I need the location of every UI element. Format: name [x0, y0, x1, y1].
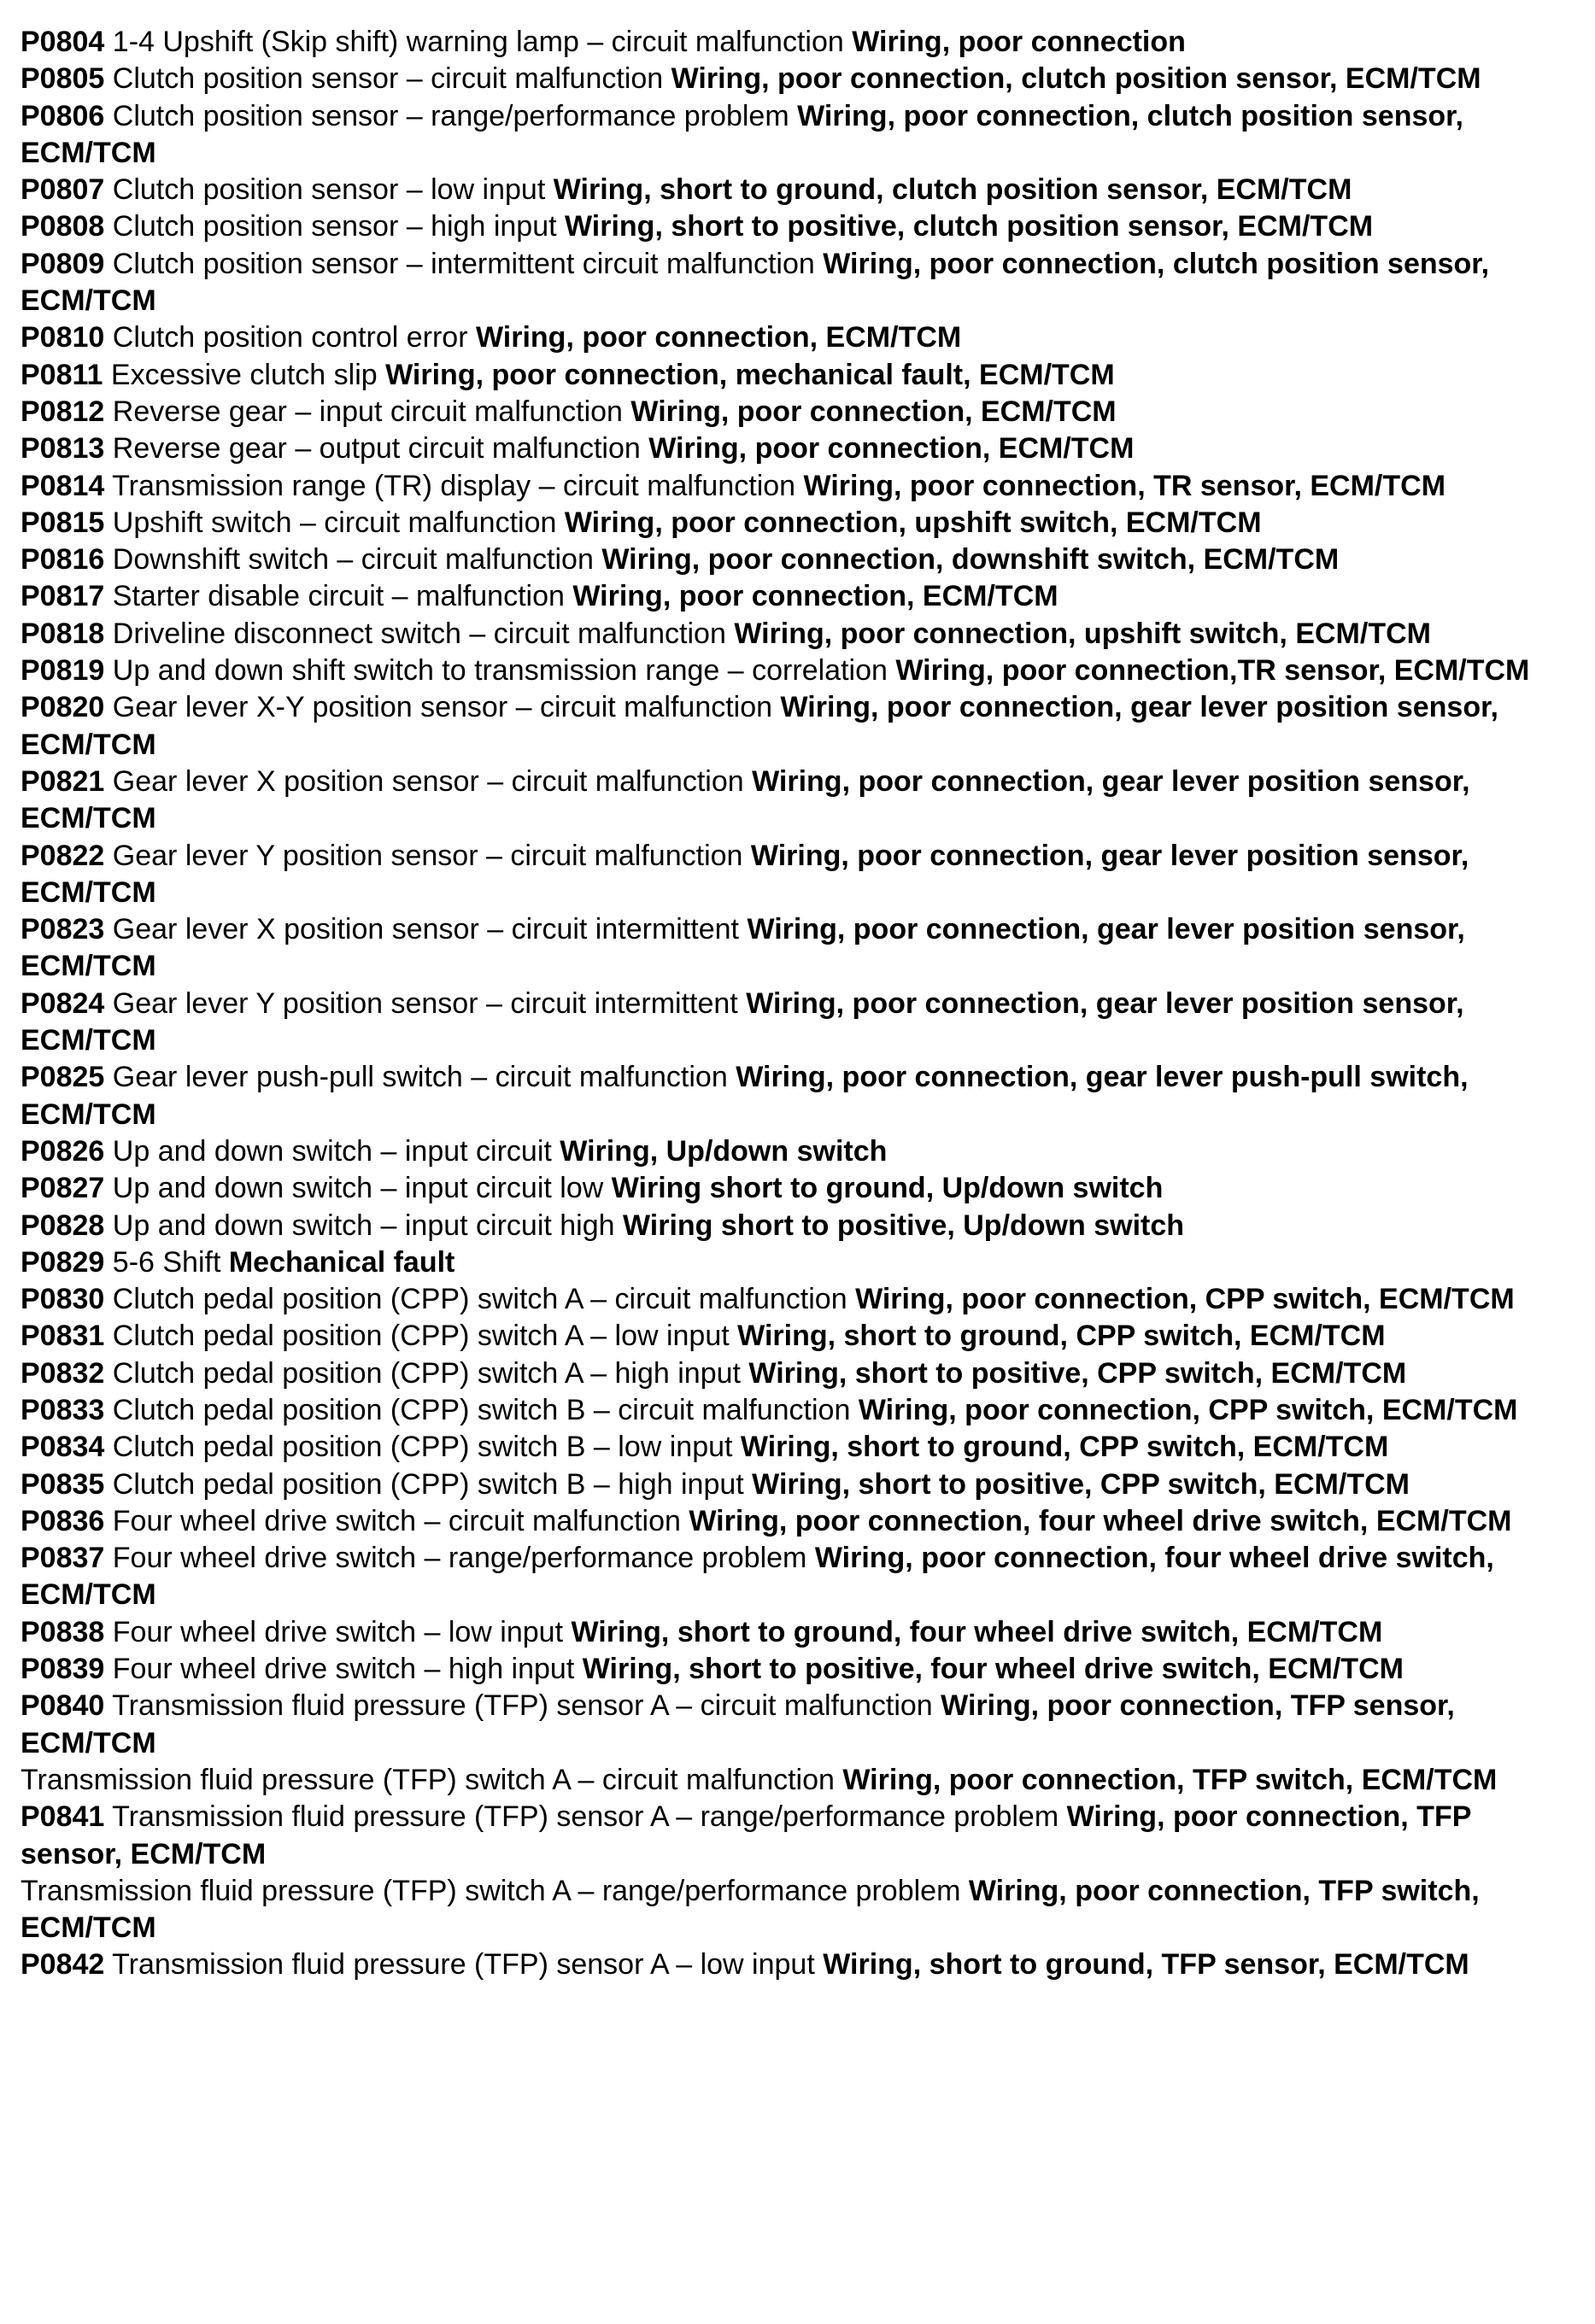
dtc-entry — [21, 911, 1571, 986]
dtc-code: P0827 — [21, 1172, 105, 1205]
dtc-code: P0828 — [21, 1209, 105, 1242]
dtc-description: Clutch pedal position (CPP) switch B – high input — [112, 1467, 744, 1501]
dtc-code: P0806 — [21, 99, 105, 132]
dtc-code: P0819 — [21, 654, 105, 688]
dtc-entry — [21, 1946, 1571, 1983]
dtc-description: 5-6 Shift — [112, 1245, 221, 1279]
dtc-entry — [21, 1688, 1571, 1762]
dtc-description: Clutch pedal position (CPP) switch B – circuit malfunction — [112, 1393, 851, 1426]
dtc-code: P0804 — [21, 26, 105, 58]
dtc-probable-cause: Wiring, poor connection, mechanical fault, ECM/TCM — [385, 358, 1115, 391]
dtc-probable-cause: Wiring, poor connection, downshift switch, ECM/TCM — [601, 543, 1340, 577]
dtc-description: Four wheel drive switch – circuit malfunction — [112, 1504, 681, 1537]
dtc-code: P0824 — [21, 986, 105, 1020]
dtc-probable-cause: Wiring, poor connection, clutch position sensor, ECM/TCM — [21, 247, 1490, 318]
dtc-code: P0818 — [21, 617, 105, 650]
dtc-code: P0821 — [21, 764, 105, 798]
dtc-entry — [21, 172, 1571, 208]
dtc-code: P0831 — [21, 1320, 105, 1353]
dtc-entry — [21, 1429, 1571, 1466]
dtc-probable-cause: Wiring, short to ground, CPP switch, ECM/TCM — [737, 1320, 1386, 1353]
dtc-probable-cause: Wiring, poor connection, CPP switch, ECM/TCM — [858, 1393, 1518, 1426]
dtc-document — [21, 24, 1571, 1984]
dtc-entry — [21, 1244, 1571, 1281]
dtc-probable-cause: Wiring, short to positive, clutch position sensor, ECM/TCM — [565, 210, 1374, 243]
dtc-entry — [21, 986, 1571, 1060]
dtc-description: Reverse gear – input circuit malfunction — [112, 395, 623, 428]
dtc-code: P0813 — [21, 432, 105, 465]
dtc-probable-cause: Wiring, poor connection, ECM/TCM — [475, 321, 962, 354]
dtc-code: P0805 — [21, 62, 105, 96]
dtc-description: Up and down switch – input circuit low — [112, 1172, 604, 1205]
dtc-entry — [21, 1873, 1571, 1947]
dtc-probable-cause: Wiring, poor connection, TFP sensor, ECM/TCM — [21, 1800, 1471, 1870]
dtc-code: P0833 — [21, 1393, 105, 1426]
dtc-entry — [21, 1170, 1571, 1207]
dtc-probable-cause: Wiring, poor connection, TR sensor, ECM/TCM — [803, 469, 1446, 502]
dtc-entry — [21, 246, 1571, 320]
dtc-entry — [21, 541, 1571, 578]
dtc-description: Driveline disconnect switch – circuit malfunction — [112, 617, 726, 650]
dtc-code: P0808 — [21, 210, 105, 243]
dtc-description: Gear lever Y position sensor – circuit intermittent — [112, 986, 738, 1020]
dtc-entry — [21, 1466, 1571, 1503]
dtc-description: Transmission fluid pressure (TFP) sensor A – circuit malfunction — [112, 1689, 933, 1723]
dtc-description: Clutch pedal position (CPP) switch B – low input — [112, 1431, 733, 1464]
dtc-entry — [21, 1651, 1571, 1688]
dtc-probable-cause: Wiring, poor connection, four wheel drive switch, ECM/TCM — [689, 1504, 1512, 1537]
dtc-entry — [21, 1133, 1571, 1170]
dtc-description: Transmission fluid pressure (TFP) switch A – circuit malfunction — [21, 1763, 835, 1796]
dtc-code: P0837 — [21, 1542, 105, 1575]
dtc-probable-cause: Wiring, poor connection, gear lever position sensor, ECM/TCM — [21, 764, 1470, 835]
dtc-description: Excessive clutch slip — [110, 358, 378, 391]
dtc-entry — [21, 468, 1571, 505]
dtc-probable-cause: Wiring, short to positive, CPP switch, ECM/TCM — [748, 1356, 1407, 1390]
dtc-entry — [21, 1059, 1571, 1133]
dtc-entry — [21, 1208, 1571, 1244]
dtc-probable-cause: Wiring, Up/down switch — [560, 1134, 888, 1168]
dtc-entry — [21, 1762, 1571, 1799]
dtc-description: Up and down switch – input circuit — [112, 1134, 552, 1168]
dtc-probable-cause: Wiring, poor connection, gear lever push-pull switch, ECM/TCM — [21, 1061, 1469, 1131]
dtc-probable-cause: Wiring, poor connection,TR sensor, ECM/TCM — [895, 654, 1530, 688]
dtc-probable-cause: Wiring, poor connection, ECM/TCM — [630, 395, 1117, 428]
dtc-entry — [21, 430, 1571, 467]
dtc-code: P0830 — [21, 1283, 105, 1316]
dtc-description: Transmission fluid pressure (TFP) sensor A – low input — [112, 1948, 815, 1982]
dtc-description: Four wheel drive switch – high input — [112, 1653, 575, 1686]
dtc-entry — [21, 394, 1571, 430]
dtc-probable-cause: Wiring, poor connection, TFP switch, ECM/TCM — [842, 1763, 1498, 1796]
dtc-probable-cause: Wiring, poor connection, TFP sensor, ECM/TCM — [21, 1689, 1455, 1759]
dtc-code: P0812 — [21, 395, 105, 428]
dtc-code: P0835 — [21, 1467, 105, 1501]
dtc-code: P0823 — [21, 913, 105, 946]
dtc-code: P0810 — [21, 321, 105, 354]
dtc-description: Clutch pedal position (CPP) switch A – low input — [112, 1320, 730, 1353]
dtc-description: Reverse gear – output circuit malfunction — [112, 432, 641, 465]
dtc-description: Gear lever push-pull switch – circuit malfunction — [112, 1061, 728, 1094]
dtc-probable-cause: Wiring, short to ground, four wheel drive switch, ECM/TCM — [571, 1615, 1383, 1648]
dtc-code: P0811 — [21, 358, 103, 391]
dtc-code: P0807 — [21, 173, 105, 207]
dtc-code: P0834 — [21, 1431, 105, 1464]
dtc-description: Clutch position sensor – intermittent circuit malfunction — [112, 247, 815, 280]
dtc-description: Gear lever X position sensor – circuit intermittent — [112, 913, 739, 946]
dtc-entry — [21, 1355, 1571, 1392]
dtc-probable-cause: Wiring, short to ground, clutch position sensor, ECM/TCM — [553, 173, 1352, 207]
dtc-code: P0815 — [21, 506, 105, 539]
dtc-code: P0817 — [21, 580, 105, 613]
dtc-description: Transmission fluid pressure (TFP) sensor A – range/performance problem — [112, 1800, 1059, 1834]
dtc-entry — [21, 689, 1571, 764]
dtc-description: Transmission range (TR) display – circuit malfunction — [112, 469, 796, 502]
dtc-probable-cause: Mechanical fault — [228, 1245, 455, 1279]
dtc-entry — [21, 1503, 1571, 1540]
dtc-probable-cause: Wiring, poor connection, clutch position sensor, ECM/TCM — [671, 62, 1481, 96]
dtc-probable-cause: Wiring, short to ground, TFP sensor, ECM/TCM — [823, 1948, 1469, 1982]
dtc-description: Clutch pedal position (CPP) switch A – circuit malfunction — [112, 1283, 847, 1316]
dtc-description: Downshift switch – circuit malfunction — [112, 543, 594, 577]
dtc-code: P0814 — [21, 469, 105, 502]
dtc-description: Clutch position sensor – low input — [112, 173, 546, 207]
dtc-description: Four wheel drive switch – range/performance problem — [112, 1542, 807, 1575]
dtc-probable-cause: Wiring, poor connection, gear lever position sensor, ECM/TCM — [21, 839, 1469, 909]
dtc-probable-cause: Wiring, poor connection — [852, 26, 1186, 58]
dtc-description: Transmission fluid pressure (TFP) switch A – range/performance problem — [21, 1874, 961, 1907]
dtc-probable-cause: Wiring short to ground, Up/down switch — [611, 1172, 1164, 1205]
dtc-description: Gear lever X-Y position sensor – circuit malfunction — [112, 691, 773, 724]
dtc-probable-cause: Wiring, short to positive, CPP switch, ECM/TCM — [752, 1467, 1410, 1501]
dtc-code: P0809 — [21, 247, 105, 280]
dtc-probable-cause: Wiring, poor connection, CPP switch, ECM/TCM — [855, 1283, 1515, 1316]
dtc-code: P0838 — [21, 1615, 105, 1648]
dtc-code: P0826 — [21, 1134, 105, 1168]
dtc-entry — [21, 357, 1571, 394]
dtc-code: P0816 — [21, 543, 105, 577]
dtc-code: P0820 — [21, 691, 105, 724]
dtc-probable-cause: Wiring short to positive, Up/down switch — [623, 1209, 1185, 1242]
dtc-probable-cause: Wiring, short to positive, four wheel drive switch, ECM/TCM — [582, 1653, 1404, 1686]
dtc-code: P0839 — [21, 1653, 105, 1686]
dtc-description: Upshift switch – circuit malfunction — [112, 506, 557, 539]
dtc-code: P0840 — [21, 1689, 105, 1723]
dtc-code: P0836 — [21, 1504, 105, 1537]
dtc-entry — [21, 1318, 1571, 1355]
dtc-probable-cause: Wiring, poor connection, gear lever position sensor, ECM/TCM — [21, 691, 1498, 761]
dtc-description: Clutch position sensor – range/performance problem — [112, 99, 789, 132]
dtc-entry — [21, 98, 1571, 173]
dtc-entry — [21, 764, 1571, 838]
dtc-entry — [21, 616, 1571, 653]
dtc-probable-cause: Wiring, poor connection, ECM/TCM — [572, 580, 1058, 613]
dtc-probable-cause: Wiring, poor connection, four wheel drive switch, ECM/TCM — [21, 1542, 1494, 1612]
dtc-description: Up and down switch – input circuit high — [112, 1209, 615, 1242]
dtc-probable-cause: Wiring, poor connection, gear lever position sensor, ECM/TCM — [21, 986, 1464, 1057]
dtc-description: Up and down shift switch to transmission range – correlation — [112, 654, 888, 688]
dtc-description: Clutch pedal position (CPP) switch A – high input — [112, 1356, 741, 1390]
dtc-entry — [21, 1614, 1571, 1651]
dtc-code: P0832 — [21, 1356, 105, 1390]
dtc-entry — [21, 208, 1571, 245]
dtc-code: P0829 — [21, 1245, 105, 1279]
dtc-probable-cause: Wiring, short to ground, CPP switch, ECM/TCM — [740, 1431, 1389, 1464]
dtc-code: P0842 — [21, 1948, 105, 1982]
dtc-description: Gear lever Y position sensor – circuit malfunction — [112, 839, 743, 872]
dtc-description: Starter disable circuit – malfunction — [112, 580, 565, 613]
dtc-entry — [21, 1799, 1571, 1873]
dtc-entry — [21, 1540, 1571, 1614]
dtc-probable-cause: Wiring, poor connection, clutch position sensor, ECM/TCM — [21, 99, 1463, 169]
dtc-code: P0822 — [21, 839, 105, 872]
dtc-entry — [21, 24, 1571, 61]
dtc-description: Clutch position sensor – high input — [112, 210, 557, 243]
dtc-probable-cause: Wiring, poor connection, upshift switch, ECM/TCM — [564, 506, 1262, 539]
dtc-probable-cause: Wiring, poor connection, TFP switch, ECM/TCM — [21, 1874, 1480, 1945]
dtc-entry — [21, 1281, 1571, 1318]
dtc-entry — [21, 653, 1571, 689]
dtc-entry — [21, 578, 1571, 615]
dtc-description: Clutch position sensor – circuit malfunction — [112, 62, 664, 96]
dtc-entry — [21, 838, 1571, 912]
dtc-description: Four wheel drive switch – low input — [112, 1615, 564, 1648]
dtc-entry — [21, 61, 1571, 97]
dtc-entry — [21, 1392, 1571, 1429]
dtc-probable-cause: Wiring, poor connection, gear lever position sensor, ECM/TCM — [21, 913, 1465, 983]
dtc-description: Gear lever X position sensor – circuit malfunction — [112, 764, 744, 798]
dtc-code: P0825 — [21, 1061, 105, 1094]
dtc-code: P0841 — [21, 1800, 105, 1834]
dtc-entry — [21, 505, 1571, 541]
dtc-description: 1-4 Upshift (Skip shift) warning lamp – circuit malfunction — [112, 26, 844, 58]
dtc-entry — [21, 319, 1571, 356]
dtc-probable-cause: Wiring, poor connection, ECM/TCM — [648, 432, 1135, 465]
dtc-probable-cause: Wiring, poor connection, upshift switch, ECM/TCM — [734, 617, 1431, 650]
dtc-description: Clutch position control error — [112, 321, 468, 354]
